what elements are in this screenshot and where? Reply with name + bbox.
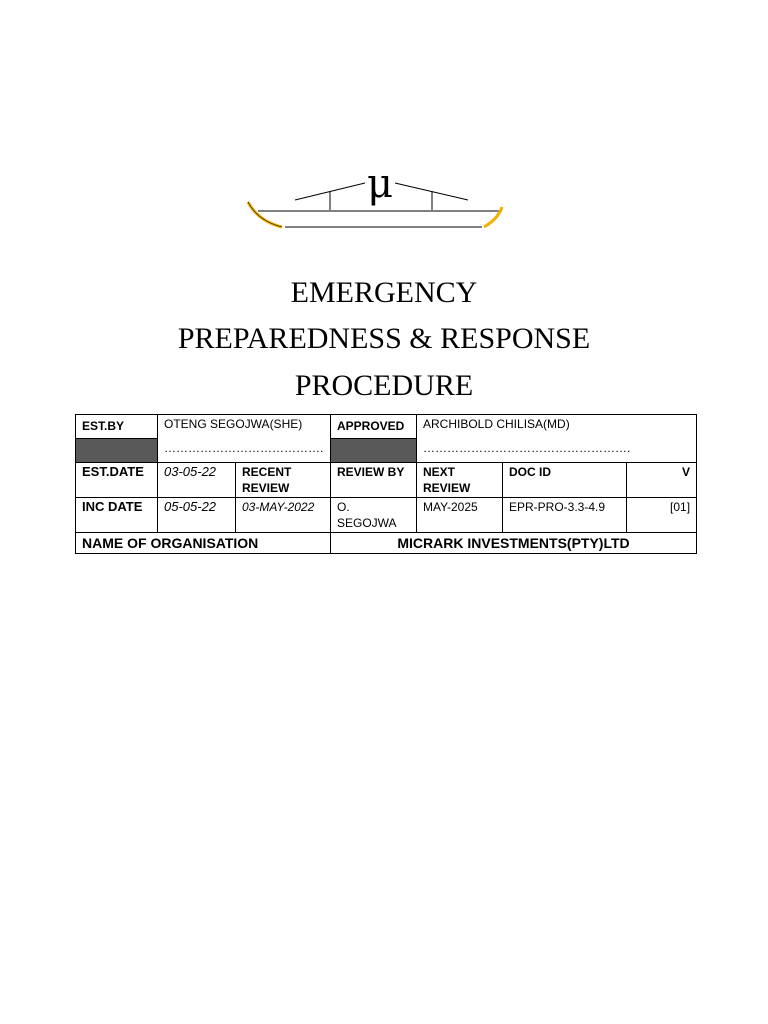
- est-by-value: OTENG SEGOJWA(SHE): [164, 417, 303, 431]
- approved-cell: [417, 415, 697, 463]
- doc-id-value: EPR-PRO-3.3-4.9: [503, 498, 627, 533]
- inc-date-value: 05-05-22: [158, 498, 236, 533]
- version-label: V: [627, 463, 697, 498]
- title-line-2: PREPAREDNESS & RESPONSE: [177, 322, 591, 355]
- next-review-value: MAY-2025: [417, 498, 503, 533]
- recent-review-value: 03-MAY-2022: [236, 498, 331, 533]
- est-date-label: EST.DATE: [76, 463, 158, 498]
- organisation-label: NAME OF ORGANISATION: [76, 533, 331, 554]
- doc-id-label: DOC ID: [503, 463, 627, 498]
- logo-curve-right: [484, 207, 502, 227]
- title-line-1: EMERGENCY: [290, 276, 478, 309]
- logo-curve-left: [248, 202, 282, 227]
- next-review-label: NEXT REVIEW: [417, 463, 503, 498]
- logo-mu-symbol: μ: [367, 161, 393, 207]
- approved-value: ARCHIBOLD CHILISA(MD): [423, 417, 570, 431]
- title-line-3: PROCEDURE: [294, 369, 474, 402]
- review-by-value: O. SEGOJWA: [331, 498, 417, 533]
- approved-signature-line: …………………………………………….: [423, 441, 631, 455]
- table-row-est-by: [76, 415, 697, 439]
- table-row-organisation: [76, 533, 697, 554]
- document-info-table: [75, 414, 697, 554]
- version-value: [01]: [627, 498, 697, 533]
- table-row-inc-date: [76, 498, 697, 533]
- approved-label: APPROVED: [331, 415, 417, 439]
- table-row-est-date: [76, 463, 697, 498]
- recent-review-label: RECENT REVIEW: [236, 463, 331, 498]
- review-by-label: REVIEW BY: [331, 463, 417, 498]
- organisation-value: MICRARK INVESTMENTS(PTY)LTD: [331, 533, 697, 554]
- est-by-signature-line: ………………………………….: [164, 441, 324, 455]
- est-date-value: 03-05-22: [158, 463, 236, 498]
- company-logo: [240, 155, 510, 235]
- est-by-label: EST.BY: [76, 415, 158, 439]
- est-by-cell: [158, 415, 331, 463]
- shaded-cell-middle: [331, 439, 417, 463]
- shaded-cell-left: [76, 439, 158, 463]
- inc-date-label: INC DATE: [76, 498, 158, 533]
